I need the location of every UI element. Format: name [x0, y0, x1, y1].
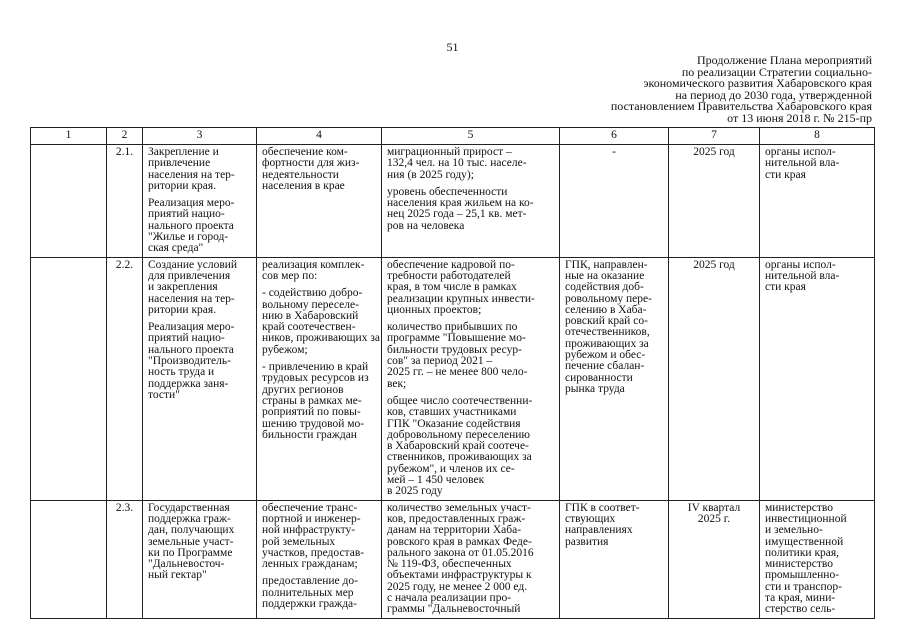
text-line: нию в Хабаровский [262, 309, 359, 322]
plan-table [30, 127, 875, 619]
responsible-cell [760, 500, 875, 618]
text-line: селению в Хаба- [565, 303, 647, 316]
text-line: поддержки гражда- [262, 597, 357, 610]
task-cell [143, 257, 257, 500]
text-line: дан, получающих [148, 524, 235, 537]
text-line: ленных гражданам; [262, 558, 358, 571]
text-line: других регионов [262, 383, 344, 396]
text-line: сти края [765, 281, 806, 294]
text-line: ровольному пере- [565, 292, 652, 305]
text-line: населения на тер- [148, 168, 235, 181]
row-number: 2.2. [107, 257, 143, 500]
measures-cell [257, 145, 382, 258]
text-line: количество земельных участ- [387, 501, 531, 514]
text-line: роприятий по повы- [262, 406, 361, 419]
column-header: 5 [382, 128, 560, 145]
deadline-cell [669, 257, 760, 500]
text-line: 2025 году, не менее 2 000 ед. [387, 580, 528, 593]
measures-cell [257, 500, 382, 618]
text-line: полнительных мер [262, 586, 354, 599]
text-line: тости" [148, 388, 180, 401]
table-row [31, 145, 875, 258]
column-header: 7 [669, 128, 760, 145]
text-line: ные на оказание [565, 269, 645, 282]
task-cell [143, 500, 257, 618]
results-cell-paragraph [387, 503, 554, 616]
results-cell-paragraph [387, 396, 554, 498]
text-line: программе "Повышение мо- [387, 332, 526, 345]
header-line: Продолжение Плана мероприятий [697, 53, 872, 67]
text-line: и земельно- [765, 524, 823, 537]
column-number-row [31, 128, 875, 145]
instrument-cell [560, 500, 669, 618]
text-line: ров на человека [387, 219, 465, 232]
text-line: страны в рамках ме- [262, 394, 362, 407]
text-line: "Дальневосточ- [148, 558, 225, 571]
text-line: приятий нацио- [148, 332, 225, 345]
text-line: нального проекта [148, 219, 234, 232]
responsible-cell-paragraph [765, 260, 869, 294]
measures-cell-paragraph [262, 147, 376, 192]
text-line: ки по Программе [148, 546, 233, 559]
column-header: 6 [560, 128, 669, 145]
text-line: предоставление до- [262, 575, 358, 588]
text-line: обеспечение кадровой по- [387, 258, 515, 271]
text-line: рубежом и обес- [565, 349, 646, 362]
results-cell [382, 500, 560, 618]
text-line: 2025 гг. – не менее 800 чело- [387, 366, 528, 379]
text-line: обеспечение транс- [262, 501, 358, 514]
text-line: Реализация меро- [148, 197, 235, 210]
page-number: 51 [446, 40, 459, 54]
column-header: 3 [143, 128, 257, 145]
text-line: Создание условий [148, 258, 238, 271]
text-line: приятий нацио- [148, 208, 225, 221]
table-row [31, 257, 875, 500]
text-line: шению трудовой мо- [262, 417, 365, 430]
task-cell [143, 145, 257, 258]
text-line: органы испол- [765, 258, 836, 271]
deadline-cell [669, 500, 760, 618]
text-line: проживающих за [565, 337, 649, 350]
text-line: портной и инженер- [262, 512, 361, 525]
text-line: рой земельных [262, 535, 336, 548]
text-line: данам на территории Хаба- [387, 524, 522, 537]
text-line: ГПК "Оказание содействия [387, 417, 521, 430]
empty-cell [31, 500, 107, 618]
text-line: развития [565, 535, 609, 548]
document-header [572, 55, 872, 124]
text-line: привлечение [148, 157, 211, 170]
text-line: населения в крае [262, 179, 345, 192]
text-line: нец 2025 года – 25,1 кв. мет- [387, 208, 527, 221]
text-line: ственников, проживающих за [387, 451, 532, 464]
row-number: 2.1. [107, 145, 143, 258]
text-line: сов" за период 2021 – [387, 355, 493, 368]
results-cell [382, 257, 560, 500]
results-cell-paragraph [387, 187, 554, 232]
text-line: земельные участ- [148, 535, 234, 548]
responsible-cell-paragraph [765, 503, 869, 616]
task-cell-paragraph [148, 503, 251, 582]
instrument-cell-paragraph [565, 147, 663, 158]
text-line: поддержка граж- [148, 512, 231, 525]
text-line: - содействию добро- [262, 287, 363, 300]
deadline-line: 2025 год [693, 258, 735, 271]
text-line: сов мер по: [262, 269, 318, 282]
header-line: экономического развития Хабаровского края [643, 76, 872, 90]
responsible-cell [760, 145, 875, 258]
text-line: содействия доб- [565, 281, 644, 294]
text-line: Реализация меро- [148, 321, 235, 334]
text-line: нительной вла- [765, 157, 840, 170]
table-row [31, 500, 875, 618]
text-line: отечественников, [565, 326, 650, 339]
text-line: недеятельности [262, 168, 339, 181]
text-line: сти края [765, 168, 806, 181]
task-cell-paragraph [148, 147, 251, 192]
text-line: общее число соотечественни- [387, 394, 533, 407]
text-line: инвестиционной [765, 512, 847, 525]
header-line: на период до 2030 года, утвержденной [675, 87, 872, 102]
text-line: мей – 1 450 человек [387, 474, 485, 487]
column-header: 4 [257, 128, 382, 145]
column-header: 8 [760, 128, 875, 145]
text-line: - привлечению в край [262, 361, 369, 374]
text-line: № 119-ФЗ, обеспеченных [387, 558, 512, 571]
responsible-cell [760, 257, 875, 500]
text-line: и закрепления [148, 281, 218, 294]
column-header: 1 [31, 128, 107, 145]
text-line: политики края, [765, 546, 840, 559]
text-line: ровского края в рамках Феде- [387, 535, 532, 548]
deadline-line: IV квартал [687, 501, 741, 514]
text-line: ствующих [565, 512, 616, 525]
text-line: трудовых ресурсов из [262, 372, 369, 385]
text-line: в Хабаровский край соотече- [387, 440, 529, 453]
empty-cell [31, 257, 107, 500]
text-line: реализации крупных инвести- [387, 292, 535, 305]
text-line: бильности трудовых ресур- [387, 343, 522, 356]
responsible-cell-paragraph [765, 147, 869, 181]
text-line: участков, предостав- [262, 546, 365, 559]
text-line: ровский край со- [565, 315, 648, 328]
task-cell-paragraph [148, 322, 251, 401]
text-line: ГПК в соответ- [565, 501, 640, 514]
text-line: Государственная [148, 501, 230, 514]
text-line: вольному переселе- [262, 298, 359, 311]
text-line: век; [387, 377, 407, 390]
header-line: по реализации Стратегии социально- [681, 64, 872, 79]
header-line: от 13 июня 2018 г. № 215-пр [727, 110, 872, 125]
text-line: край соотечествен- [262, 321, 356, 334]
text-line: рубежом", и членов их се- [387, 462, 515, 475]
text-line: ционных проектов; [387, 303, 482, 316]
row-number: 2.3. [107, 500, 143, 618]
text-line: реализация комплек- [262, 258, 365, 271]
text-line: ков, предоставленных граж- [387, 512, 526, 525]
text-line: печение сбалан- [565, 360, 645, 373]
text-line: "Жилье и город- [148, 231, 229, 244]
measures-cell-paragraph [262, 576, 376, 610]
text-line: ков, ставших участниками [387, 406, 517, 419]
deadline-line: 2025 г. [697, 512, 731, 525]
text-line: населения на тер- [148, 292, 235, 305]
text-line: добровольному переселению [387, 428, 530, 441]
instrument-cell [560, 257, 669, 500]
text-line: ный гектар" [148, 569, 207, 582]
instrument-cell-paragraph [565, 503, 663, 548]
text-line: 132,4 чел. на 10 тыс. населе- [387, 157, 527, 170]
text-line: бильности граждан [262, 428, 357, 441]
text-line: рального закона от 01.05.2016 [387, 546, 534, 559]
measures-cell-paragraph [262, 362, 376, 441]
results-cell-paragraph [387, 147, 554, 181]
text-line: Закрепление и [148, 146, 219, 158]
text-line: рынка труда [565, 382, 625, 395]
text-line: объектами инфраструктуры к [387, 569, 532, 582]
text-line: - [612, 146, 616, 158]
header-line: постановлением Правительства Хабаровского края [610, 99, 872, 113]
task-cell-paragraph [148, 260, 251, 316]
results-cell [382, 145, 560, 258]
text-line: поддержка заня- [148, 377, 229, 390]
text-line: требности работодателей [387, 269, 511, 282]
text-line: министерство [765, 558, 833, 571]
empty-cell [31, 145, 107, 258]
text-line: сти и транспор- [765, 580, 842, 593]
instrument-cell [560, 145, 669, 258]
measures-cell [257, 257, 382, 500]
text-line: в 2025 году [387, 485, 443, 498]
text-line: граммы "Дальневосточный [387, 603, 521, 616]
text-line: стерство сель- [765, 603, 836, 616]
text-line: рубежом; [262, 343, 308, 356]
text-line: количество прибывших по [387, 321, 518, 334]
task-cell-paragraph [148, 198, 251, 254]
text-line: та края, мини- [765, 591, 836, 604]
text-line: нительной вла- [765, 269, 840, 282]
text-line: сированности [565, 371, 633, 384]
text-line: ская среда" [148, 242, 204, 255]
text-line: ритории края. [148, 179, 217, 192]
text-line: миграционный прирост – [387, 146, 512, 158]
deadline-line: 2025 год [693, 146, 735, 158]
text-line: с начала реализации про- [387, 591, 512, 604]
text-line: министерство [765, 501, 833, 514]
results-cell-paragraph [387, 260, 554, 316]
text-line: обеспечение ком- [262, 146, 348, 158]
text-line: ГПК, направлен- [565, 258, 648, 271]
text-line: органы испол- [765, 146, 836, 158]
text-line: ников, проживающих за [262, 332, 380, 345]
text-line: населения края жильем на ко- [387, 197, 534, 210]
column-header: 2 [107, 128, 143, 145]
text-line: "Производитель- [148, 355, 231, 368]
measures-cell-paragraph [262, 503, 376, 571]
text-line: направлениях [565, 524, 633, 537]
text-line: фортности для жиз- [262, 157, 360, 170]
text-line: уровень обеспеченности [387, 185, 508, 198]
measures-cell-paragraph [262, 260, 376, 283]
text-line: ритории края. [148, 303, 217, 316]
text-line: ной инфраструкту- [262, 524, 356, 537]
text-line: нального проекта [148, 343, 234, 356]
text-line: промышленно- [765, 569, 840, 582]
text-line: для привлечения [148, 269, 231, 282]
results-cell-paragraph [387, 322, 554, 390]
text-line: ния (в 2025 году); [387, 168, 474, 181]
measures-cell-paragraph [262, 287, 380, 356]
text-line: имущественной [765, 535, 844, 548]
instrument-cell-paragraph [565, 260, 663, 396]
deadline-cell [669, 145, 760, 258]
text-line: ность труда и [148, 366, 215, 379]
text-line: края, в том числе в рамках [387, 281, 517, 294]
